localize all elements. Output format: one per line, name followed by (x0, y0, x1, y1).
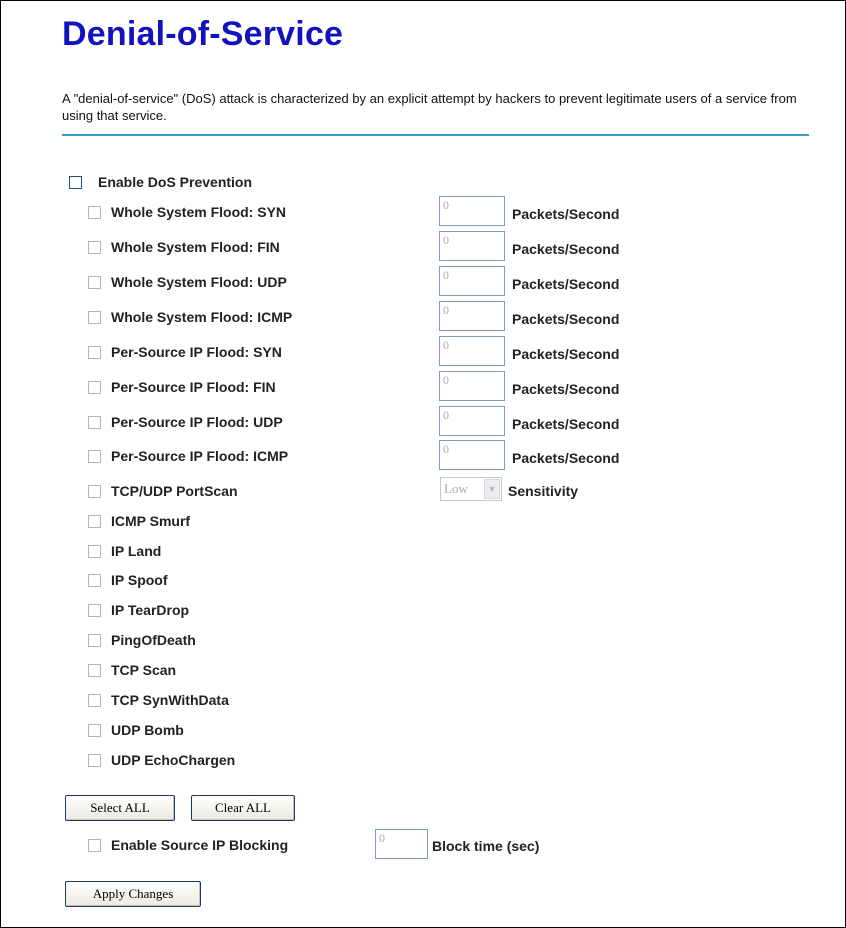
clear-all-button[interactable]: Clear ALL (191, 795, 295, 821)
rate-input[interactable]: 0 (439, 301, 505, 331)
portscan-label: TCP/UDP PortScan (111, 483, 238, 499)
attack-row (88, 599, 189, 621)
attack-checkbox[interactable] (88, 604, 101, 617)
attack-checkbox[interactable] (88, 634, 101, 647)
attack-checkbox[interactable] (88, 574, 101, 587)
rate-row (88, 376, 276, 398)
rate-label: Whole System Flood: ICMP (111, 309, 293, 325)
rate-checkbox[interactable] (88, 346, 101, 359)
rate-unit: Packets/Second (512, 346, 620, 362)
attack-label: IP Land (111, 543, 162, 559)
attack-row (88, 689, 229, 711)
enable-dos-checkbox[interactable] (69, 176, 82, 189)
rate-unit: Packets/Second (512, 206, 620, 222)
apply-changes-button[interactable]: Apply Changes (65, 881, 201, 907)
attack-label: ICMP Smurf (111, 513, 191, 529)
attack-label: TCP Scan (111, 662, 177, 678)
rate-unit: Packets/Second (512, 416, 620, 432)
attack-label: IP TearDrop (111, 602, 190, 618)
rate-label: Whole System Flood: FIN (111, 239, 280, 255)
attack-row (88, 749, 235, 771)
attack-checkbox[interactable] (88, 724, 101, 737)
sensitivity-value: Low (444, 481, 468, 496)
sensitivity-label: Sensitivity (508, 483, 579, 499)
attack-checkbox[interactable] (88, 545, 101, 558)
rate-unit: Packets/Second (512, 241, 620, 257)
attack-row (88, 719, 184, 741)
rate-row (88, 445, 288, 467)
source-ip-blocking-label: Enable Source IP Blocking (111, 837, 289, 853)
rate-input[interactable]: 0 (439, 196, 505, 226)
page-description: A "denial-of-service" (DoS) attack is characterized by an explicit attempt by hackers to prevent legitimate users of a service from using that service. (62, 91, 797, 123)
rate-checkbox[interactable] (88, 311, 101, 324)
divider (62, 134, 809, 136)
attack-row (88, 659, 176, 681)
portscan-checkbox[interactable] (88, 485, 101, 498)
sensitivity-select[interactable] (440, 477, 502, 501)
rate-input[interactable]: 0 (439, 406, 505, 436)
rate-checkbox[interactable] (88, 416, 101, 429)
rate-row (88, 306, 292, 328)
attack-checkbox[interactable] (88, 515, 101, 528)
enable-dos-label: Enable DoS Prevention (98, 174, 253, 190)
attack-label: PingOfDeath (111, 632, 196, 648)
attack-label: UDP Bomb (111, 722, 184, 738)
attack-row (88, 569, 168, 591)
rate-label: Per-Source IP Flood: ICMP (111, 448, 289, 464)
source-ip-blocking-row (88, 834, 288, 856)
enable-dos-row (69, 171, 252, 193)
rate-row (88, 411, 283, 433)
attack-checkbox[interactable] (88, 694, 101, 707)
attack-checkbox[interactable] (88, 754, 101, 767)
rate-checkbox[interactable] (88, 450, 101, 463)
rate-row (88, 341, 282, 363)
rate-label: Whole System Flood: SYN (111, 204, 287, 220)
rate-label: Per-Source IP Flood: UDP (111, 414, 283, 430)
block-time-label: Block time (sec) (432, 838, 540, 854)
source-ip-blocking-checkbox[interactable] (88, 839, 101, 852)
attack-row (88, 629, 196, 651)
rate-unit: Packets/Second (512, 311, 620, 327)
rate-label: Per-Source IP Flood: SYN (111, 344, 282, 360)
rate-row (88, 201, 286, 223)
attack-row (88, 540, 161, 562)
page-title: Denial-of-Service (62, 15, 344, 53)
attack-checkbox[interactable] (88, 664, 101, 677)
attack-label: UDP EchoChargen (111, 752, 236, 768)
block-time-input[interactable]: 0 (375, 829, 428, 859)
rate-input[interactable]: 0 (439, 336, 505, 366)
select-all-button[interactable]: Select ALL (65, 795, 175, 821)
rate-row (88, 271, 287, 293)
rate-checkbox[interactable] (88, 241, 101, 254)
rate-checkbox[interactable] (88, 276, 101, 289)
chevron-down-icon[interactable]: ▼ (484, 479, 500, 499)
rate-unit: Packets/Second (512, 450, 620, 466)
rate-input[interactable]: 0 (439, 266, 505, 296)
rate-input[interactable]: 0 (439, 231, 505, 261)
rate-unit: Packets/Second (512, 381, 620, 397)
rate-checkbox[interactable] (88, 206, 101, 219)
attack-label: IP Spoof (111, 572, 168, 588)
rate-label: Per-Source IP Flood: FIN (111, 379, 276, 395)
rate-input[interactable]: 0 (439, 440, 505, 470)
attack-label: TCP SynWithData (111, 692, 229, 708)
attack-row (88, 510, 190, 532)
rate-checkbox[interactable] (88, 381, 101, 394)
rate-label: Whole System Flood: UDP (111, 274, 287, 290)
rate-unit: Packets/Second (512, 276, 620, 292)
rate-input[interactable]: 0 (439, 371, 505, 401)
rate-row (88, 236, 280, 258)
portscan-row (88, 480, 238, 502)
